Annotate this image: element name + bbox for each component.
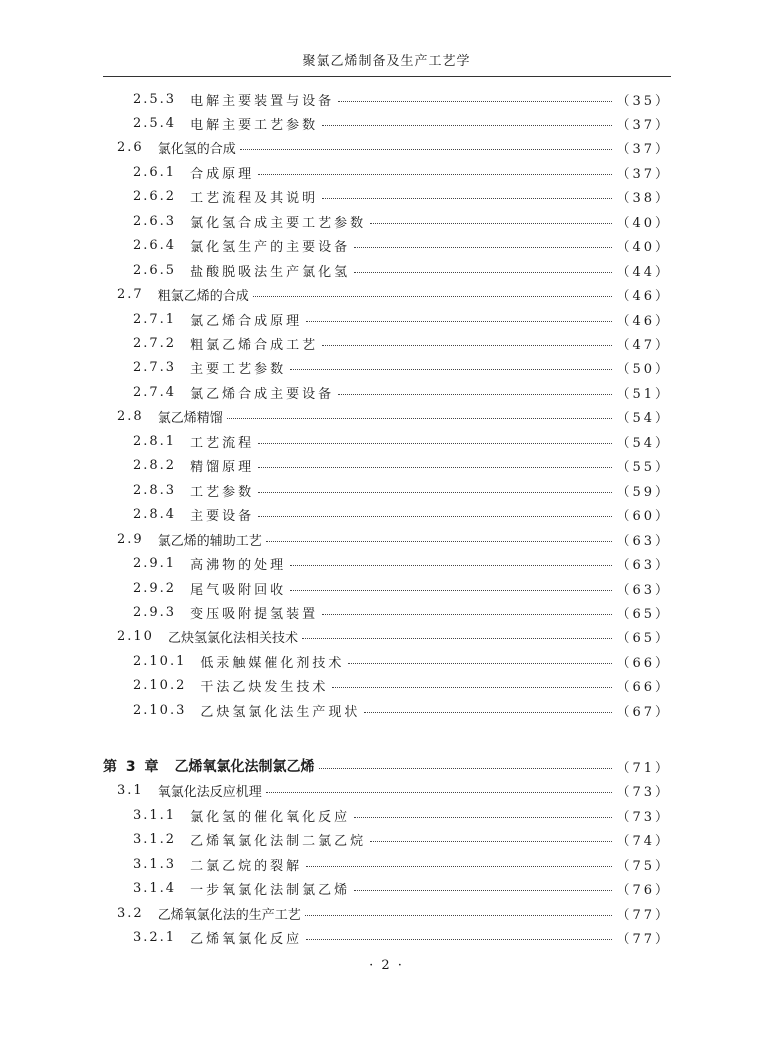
- dot-leader: [354, 247, 612, 248]
- toc-entry[interactable]: [133, 649, 671, 673]
- toc-entry-page: （66）: [616, 680, 671, 696]
- dot-leader: [338, 101, 612, 102]
- toc-entry-page: （51）: [616, 386, 671, 402]
- dot-leader: [290, 590, 612, 591]
- toc-chapter-entry[interactable]: [103, 754, 671, 778]
- toc-entry-title: 电解主要工艺参数: [190, 117, 319, 133]
- toc-entry-number: 2.6: [117, 140, 144, 156]
- toc-entry[interactable]: [133, 552, 671, 576]
- dot-leader: [319, 768, 613, 769]
- toc-entry[interactable]: [133, 454, 671, 478]
- toc-entry-title: 乙烯氧氯化反应: [190, 932, 303, 948]
- dot-leader: [290, 565, 612, 566]
- toc-entry[interactable]: [133, 332, 671, 356]
- toc-entry[interactable]: [117, 625, 671, 649]
- toc-entry-page: （46）: [616, 313, 671, 329]
- toc-entry-title: 一步氧氯化法制氯乙烯: [190, 883, 351, 899]
- toc-entry-number: 2.10.1: [133, 653, 187, 669]
- toc-entry-page: （54）: [616, 411, 671, 427]
- dot-leader: [370, 841, 612, 842]
- toc-entry-number: 2.7.1: [133, 311, 177, 327]
- toc-entry-number: 2.8.4: [133, 507, 177, 523]
- toc-entry[interactable]: [133, 111, 671, 135]
- dot-leader: [338, 394, 612, 395]
- toc-entry-title: 变压吸附提氢装置: [190, 606, 319, 622]
- dot-leader: [322, 345, 612, 346]
- toc-entry[interactable]: [117, 527, 671, 551]
- toc-entry-page: （76）: [616, 883, 671, 899]
- toc-entry-number: 2.10: [117, 629, 154, 645]
- toc-entry[interactable]: [117, 405, 671, 429]
- toc-entry[interactable]: [133, 877, 671, 901]
- toc-entry-title: 乙烯氧氯化法制氯乙烯: [174, 759, 315, 776]
- toc-entry[interactable]: [133, 356, 671, 380]
- toc-entry-title: 精馏原理: [190, 460, 255, 476]
- toc-entry-title: 乙炔氢氯化法生产现状: [200, 704, 361, 720]
- toc-entry-number: 3.2: [117, 905, 144, 921]
- toc-entry-page: （75）: [616, 858, 671, 874]
- toc-entry-page: （54）: [616, 435, 671, 451]
- dot-leader: [290, 369, 612, 370]
- toc-entry[interactable]: [133, 209, 671, 233]
- dot-leader: [258, 174, 612, 175]
- toc-entry-number: 2.8.2: [133, 458, 177, 474]
- toc-entry-number: 3.2.1: [133, 930, 177, 946]
- toc-entry-title: 粗氯乙烯合成工艺: [190, 338, 319, 353]
- dot-leader: [258, 467, 612, 468]
- page-number: · 2 ·: [369, 958, 404, 973]
- toc-entry[interactable]: [133, 674, 671, 698]
- dot-leader: [354, 272, 612, 273]
- toc-entry[interactable]: [133, 852, 671, 876]
- toc-entry-number: 2.7.3: [133, 360, 177, 376]
- toc-entry-number: 3.1.2: [133, 832, 177, 848]
- toc-entry-page: （44）: [616, 264, 671, 280]
- dot-leader: [370, 223, 612, 224]
- toc-entry-title: 乙烯氧氯化法的生产工艺: [157, 907, 301, 923]
- toc-entry-page: （65）: [616, 606, 671, 622]
- toc-entry-title: 氯乙烯的辅助工艺: [157, 533, 262, 549]
- toc-entry[interactable]: [133, 576, 671, 600]
- toc-entry[interactable]: [133, 600, 671, 624]
- toc-entry-number: 2.8: [117, 409, 144, 425]
- toc-entry[interactable]: [133, 926, 671, 950]
- toc-entry[interactable]: [133, 828, 671, 852]
- toc-entry-number: 2.6.5: [133, 262, 177, 278]
- toc-entry-title: 二氯乙烷的裂解: [190, 858, 303, 874]
- dot-leader: [253, 296, 613, 297]
- toc-entry-title: 乙烯氧氯化法制二氯乙烷: [190, 834, 367, 850]
- toc-entry[interactable]: [133, 803, 671, 827]
- toc-entry-page: （73）: [616, 785, 671, 801]
- toc-entry-title: 主要设备: [190, 509, 255, 525]
- dot-leader: [240, 149, 613, 150]
- dot-leader: [364, 712, 612, 713]
- dot-leader: [227, 418, 613, 419]
- toc-entry-page: （73）: [616, 809, 671, 825]
- dot-leader: [305, 915, 613, 916]
- toc-entry-page: （66）: [616, 655, 671, 671]
- running-header: 聚氯乙烯制备及生产工艺学: [302, 54, 471, 69]
- toc-entry[interactable]: [133, 478, 671, 502]
- toc-entry-page: （55）: [616, 460, 671, 476]
- toc-entry-number: 2.7.2: [133, 336, 177, 351]
- toc-entry-title: 低汞触媒催化剂技术: [200, 655, 345, 671]
- toc-entry-number: 2.10.3: [133, 702, 187, 718]
- toc-entry[interactable]: [117, 901, 671, 925]
- dot-leader: [258, 443, 612, 444]
- toc-entry-number: 2.9.1: [133, 556, 177, 572]
- toc-entry-page: （38）: [616, 191, 671, 207]
- toc-entry-page: （35）: [616, 93, 671, 109]
- toc-entry-page: （40）: [616, 215, 671, 231]
- dot-leader: [348, 663, 612, 664]
- toc-entry-page: （59）: [616, 484, 671, 500]
- toc-entry-number: 2.9: [117, 531, 144, 547]
- dot-leader: [258, 516, 612, 517]
- toc-entry-title: 工艺参数: [190, 484, 255, 500]
- toc-entry[interactable]: [133, 258, 671, 282]
- toc-entry-page: （74）: [616, 834, 671, 850]
- dot-leader: [266, 541, 613, 542]
- dot-leader: [306, 866, 612, 867]
- toc-entry-page: （37）: [616, 142, 671, 158]
- toc-entry-title: 氯化氢的催化氧化反应: [190, 809, 351, 825]
- dot-leader: [322, 614, 612, 615]
- toc-entry-title: 氯乙烯合成原理: [190, 313, 303, 329]
- toc-entry-title: 粗氯乙烯的合成: [157, 289, 249, 305]
- toc-entry-number: 3.1: [117, 783, 144, 799]
- toc-entry-title: 氯化氢生产的主要设备: [190, 240, 351, 256]
- toc-entry-number: 2.7: [117, 287, 144, 303]
- toc-entry-title: 高沸物的处理: [190, 558, 287, 574]
- toc-entry-page: （63）: [616, 533, 671, 549]
- toc-entry[interactable]: [133, 307, 671, 331]
- toc-entry-number: 3.1.4: [133, 881, 177, 897]
- toc-entry-page: （47）: [616, 338, 671, 353]
- dot-leader: [266, 792, 613, 793]
- toc-entry[interactable]: [133, 87, 671, 111]
- dot-leader: [332, 687, 612, 688]
- dot-leader: [258, 492, 612, 493]
- toc-entry-page: （50）: [616, 362, 671, 378]
- toc-entry-number: 2.6.4: [133, 238, 177, 254]
- toc-entry-page: （37）: [616, 117, 671, 133]
- toc-entry-number: 2.6.3: [133, 213, 177, 229]
- toc-entry-page: （65）: [616, 631, 671, 647]
- toc-entry-number: 2.5.4: [133, 115, 177, 131]
- toc-entry-page: （40）: [616, 240, 671, 256]
- toc-entry-title: 工艺流程: [190, 435, 255, 451]
- toc-entry-page: （67）: [616, 704, 671, 720]
- toc-entry[interactable]: [133, 380, 671, 404]
- toc-entry-number: 2.10.2: [133, 678, 187, 694]
- toc-entry[interactable]: [117, 283, 671, 307]
- toc-entry-title: 干法乙炔发生技术: [200, 680, 329, 696]
- toc-entry-title: 主要工艺参数: [190, 362, 287, 378]
- toc-entry[interactable]: [117, 779, 671, 803]
- toc-entry-number: 2.9.2: [133, 580, 177, 596]
- toc-entry-title: 尾气吸附回收: [190, 582, 287, 598]
- toc-entry-number: 2.6.2: [133, 189, 177, 205]
- toc-entry-number: 2.8.3: [133, 482, 177, 498]
- toc-entry-page: （63）: [616, 558, 671, 574]
- toc-entry-number: 2.7.4: [133, 384, 177, 400]
- toc-entry-number: 3.1.1: [133, 807, 177, 823]
- toc-entry[interactable]: [133, 160, 671, 184]
- toc-entry-title: 盐酸脱吸法生产氯化氢: [190, 264, 351, 280]
- toc-entry[interactable]: [133, 185, 671, 209]
- toc-entry-title: 氯化氢合成主要工艺参数: [190, 215, 367, 231]
- toc-entry-title: 工艺流程及其说明: [190, 191, 319, 207]
- dot-leader: [354, 890, 612, 891]
- dot-leader: [354, 817, 612, 818]
- toc-entry[interactable]: [133, 698, 671, 722]
- toc-entry-title: 电解主要装置与设备: [190, 93, 335, 109]
- toc-entry-title: 氯乙烯精馏: [157, 411, 223, 427]
- toc-entry-page: （77）: [616, 932, 671, 948]
- toc-entry-number: 2.9.3: [133, 604, 177, 620]
- dot-leader: [322, 125, 612, 126]
- toc-entry-number: 2.8.1: [133, 433, 177, 449]
- toc-entry-page: （37）: [616, 166, 671, 182]
- toc-entry-number: 3.1.3: [133, 856, 177, 872]
- toc-entry[interactable]: [133, 234, 671, 258]
- toc-entry-page: （63）: [616, 582, 671, 598]
- toc-entry-title: 乙炔氢氯化法相关技术: [167, 631, 298, 647]
- toc-entry-page: （60）: [616, 509, 671, 525]
- toc-entry[interactable]: [133, 503, 671, 527]
- toc-entry-page: （71）: [616, 760, 671, 776]
- toc-entry-title: 合成原理: [190, 166, 255, 182]
- dot-leader: [306, 321, 612, 322]
- toc-entry-number: 2.5.3: [133, 91, 177, 107]
- toc-entry[interactable]: [117, 136, 671, 160]
- dot-leader: [302, 638, 612, 639]
- toc-entry-page: （46）: [616, 289, 671, 305]
- toc-entry-number: 第 3 章: [103, 759, 161, 776]
- header-rule: [103, 76, 671, 77]
- toc-entry-number: 2.6.1: [133, 164, 177, 180]
- dot-leader: [322, 198, 612, 199]
- toc-entry[interactable]: [133, 429, 671, 453]
- toc-entry-title: 氯化氢的合成: [157, 142, 236, 158]
- toc-entry-title: 氯乙烯合成主要设备: [190, 386, 335, 402]
- dot-leader: [306, 939, 612, 940]
- toc-entry-title: 氧氯化法反应机理: [157, 785, 262, 801]
- toc-entry-page: （77）: [616, 907, 671, 923]
